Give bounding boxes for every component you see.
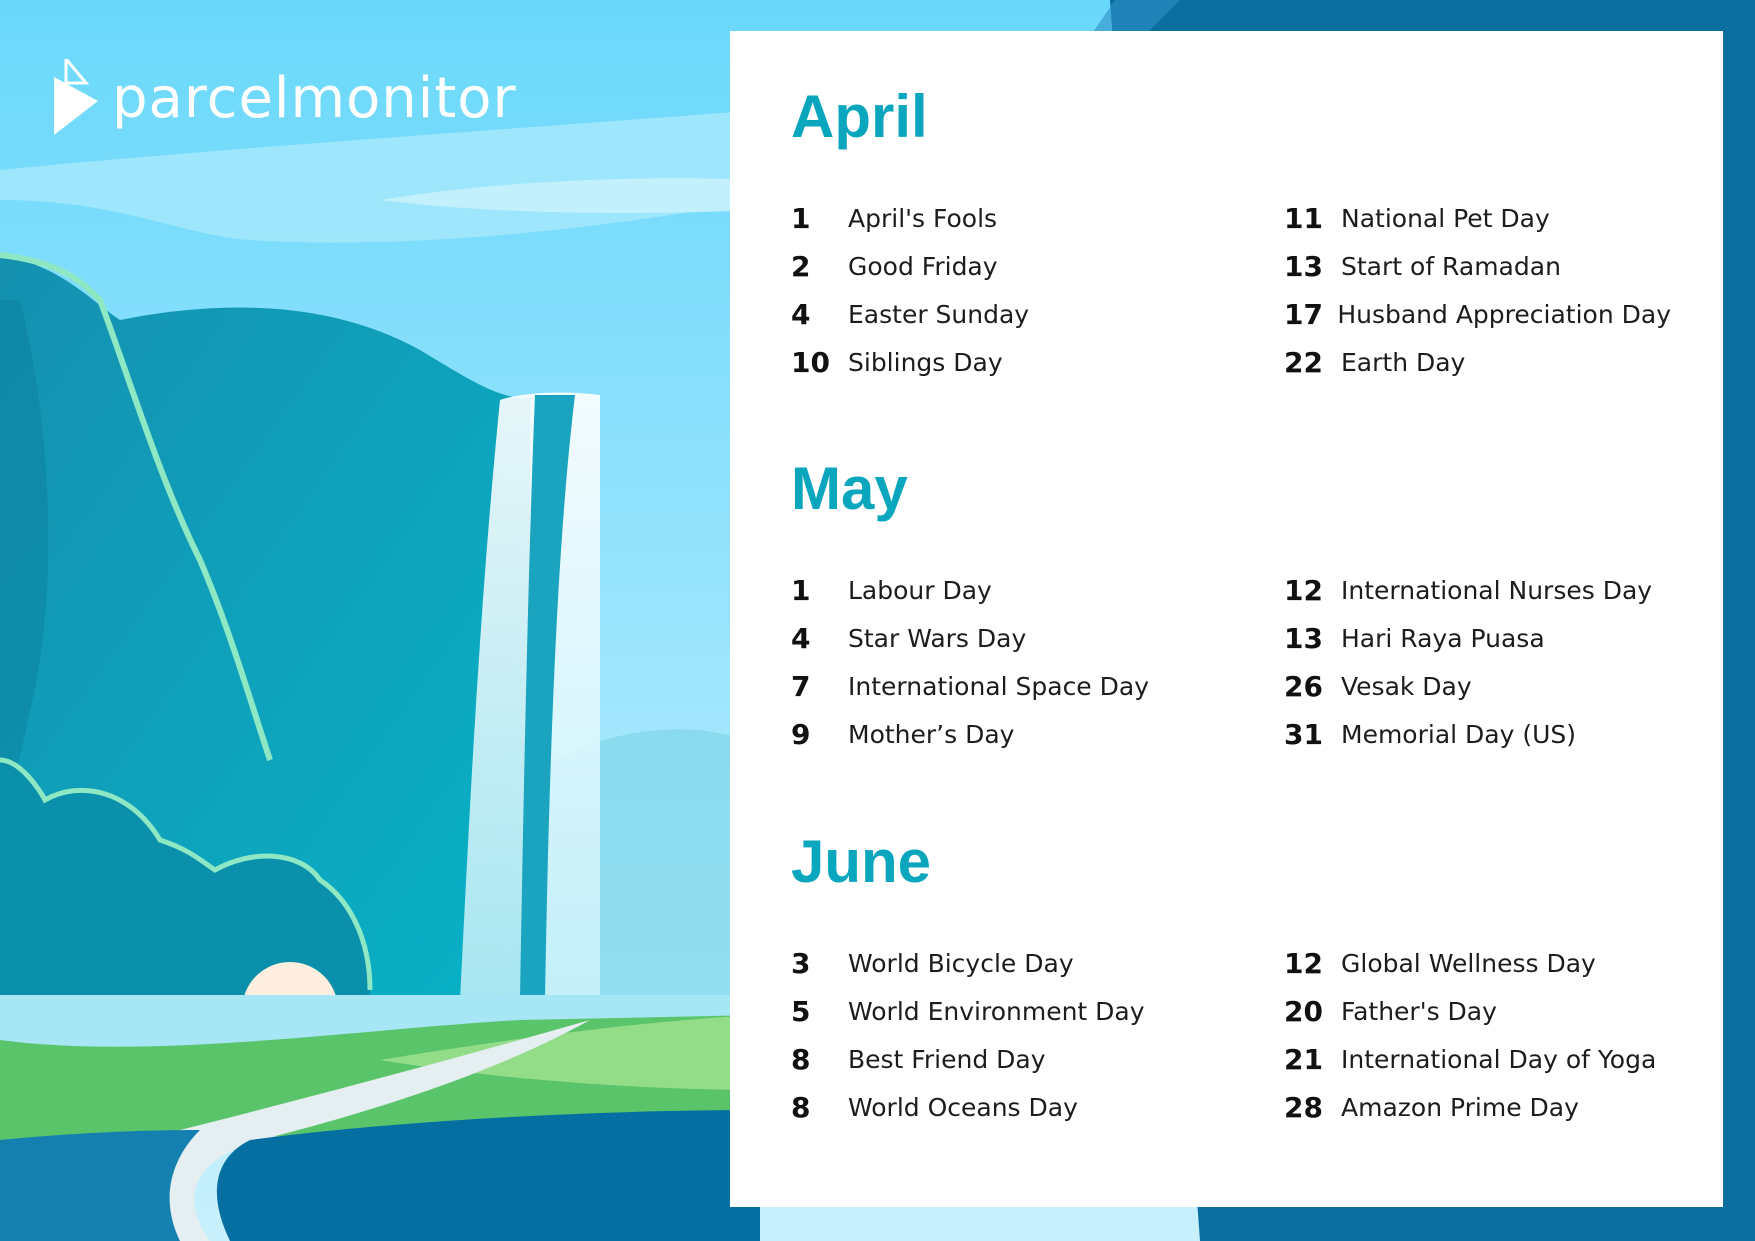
event-day: 9	[791, 717, 811, 751]
month-title: April	[791, 83, 928, 150]
month-title: June	[791, 828, 932, 895]
event-name: Vesak Day	[1341, 671, 1472, 701]
month-title: May	[791, 455, 908, 522]
event-day: 12	[1284, 573, 1323, 607]
event-name: National Pet Day	[1341, 203, 1550, 233]
event-name: Star Wars Day	[848, 623, 1027, 653]
month-may	[791, 455, 1653, 751]
list-item	[791, 242, 1284, 290]
list-item	[791, 1035, 1284, 1083]
event-name: International Space Day	[848, 671, 1150, 701]
event-name: Easter Sunday	[848, 299, 1030, 329]
event-grid	[791, 939, 1671, 1131]
list-item	[1284, 614, 1671, 662]
event-name: Earth Day	[1341, 347, 1466, 377]
event-name: International Day of Yoga	[1341, 1044, 1657, 1074]
event-day: 4	[791, 297, 811, 331]
list-item	[1284, 566, 1671, 614]
list-item	[791, 1083, 1284, 1131]
event-day: 4	[791, 621, 811, 655]
event-name: Labour Day	[848, 575, 992, 605]
event-column-right	[1284, 939, 1671, 1131]
foreground-water	[0, 1130, 200, 1241]
event-day: 7	[791, 669, 811, 703]
event-day: 21	[1284, 1042, 1323, 1076]
parcelmonitor-logo-icon	[52, 59, 100, 137]
event-name: World Bicycle Day	[848, 948, 1074, 978]
event-name: Amazon Prime Day	[1341, 1092, 1579, 1122]
event-column-right	[1284, 194, 1671, 386]
event-column-left	[791, 939, 1284, 1131]
event-day: 1	[791, 201, 811, 235]
event-day: 3	[791, 946, 811, 980]
event-name: April's Fools	[848, 203, 998, 233]
event-grid	[791, 566, 1671, 758]
event-name: Best Friend Day	[848, 1044, 1046, 1074]
event-column-right	[1284, 566, 1671, 758]
list-item	[1284, 194, 1671, 242]
event-name: Husband Appreciation Day	[1337, 299, 1671, 329]
event-column-left	[791, 194, 1284, 386]
list-item	[1284, 242, 1671, 290]
list-item	[791, 939, 1284, 987]
event-name: World Environment Day	[848, 996, 1145, 1026]
event-day: 20	[1284, 994, 1323, 1028]
event-day: 2	[791, 249, 811, 283]
list-item	[791, 987, 1284, 1035]
event-day: 17	[1284, 297, 1323, 331]
event-day: 31	[1284, 717, 1323, 751]
list-item	[791, 338, 1284, 386]
list-item	[1284, 987, 1671, 1035]
list-item	[1284, 290, 1671, 338]
event-column-left	[791, 566, 1284, 758]
event-day: 22	[1284, 345, 1323, 379]
event-day: 12	[1284, 946, 1323, 980]
event-day: 1	[791, 573, 811, 607]
list-item	[1284, 662, 1671, 710]
list-item	[1284, 338, 1671, 386]
month-june	[791, 828, 1657, 1124]
event-day: 5	[791, 994, 811, 1028]
list-item	[1284, 1083, 1671, 1131]
holiday-calendar-card	[730, 31, 1723, 1207]
event-day: 28	[1284, 1090, 1323, 1124]
list-item	[791, 614, 1284, 662]
event-day: 8	[791, 1042, 811, 1076]
event-day: 13	[1284, 249, 1323, 283]
event-name: World Oceans Day	[848, 1092, 1078, 1122]
list-item	[791, 662, 1284, 710]
list-item	[1284, 939, 1671, 987]
event-day: 11	[1284, 201, 1323, 235]
event-name: Hari Raya Puasa	[1341, 623, 1545, 653]
event-name: Siblings Day	[848, 347, 1003, 377]
list-item	[791, 566, 1284, 614]
event-day: 26	[1284, 669, 1323, 703]
event-name: Good Friday	[848, 251, 998, 281]
month-april	[791, 83, 1671, 379]
list-item	[791, 290, 1284, 338]
event-name: Mother’s Day	[848, 719, 1015, 749]
event-name: Start of Ramadan	[1341, 251, 1561, 281]
list-item	[1284, 1035, 1671, 1083]
list-item	[791, 194, 1284, 242]
event-day: 13	[1284, 621, 1323, 655]
event-name: Global Wellness Day	[1341, 948, 1596, 978]
event-name: Memorial Day (US)	[1341, 719, 1577, 749]
event-grid	[791, 194, 1671, 386]
brand-logo	[52, 58, 517, 138]
event-day: 8	[791, 1090, 811, 1124]
list-item	[791, 710, 1284, 758]
event-day: 10	[791, 345, 830, 379]
event-name: Father's Day	[1341, 996, 1497, 1026]
event-name: International Nurses Day	[1341, 575, 1653, 605]
brand-name: parcelmonitor	[112, 65, 517, 131]
list-item	[1284, 710, 1671, 758]
